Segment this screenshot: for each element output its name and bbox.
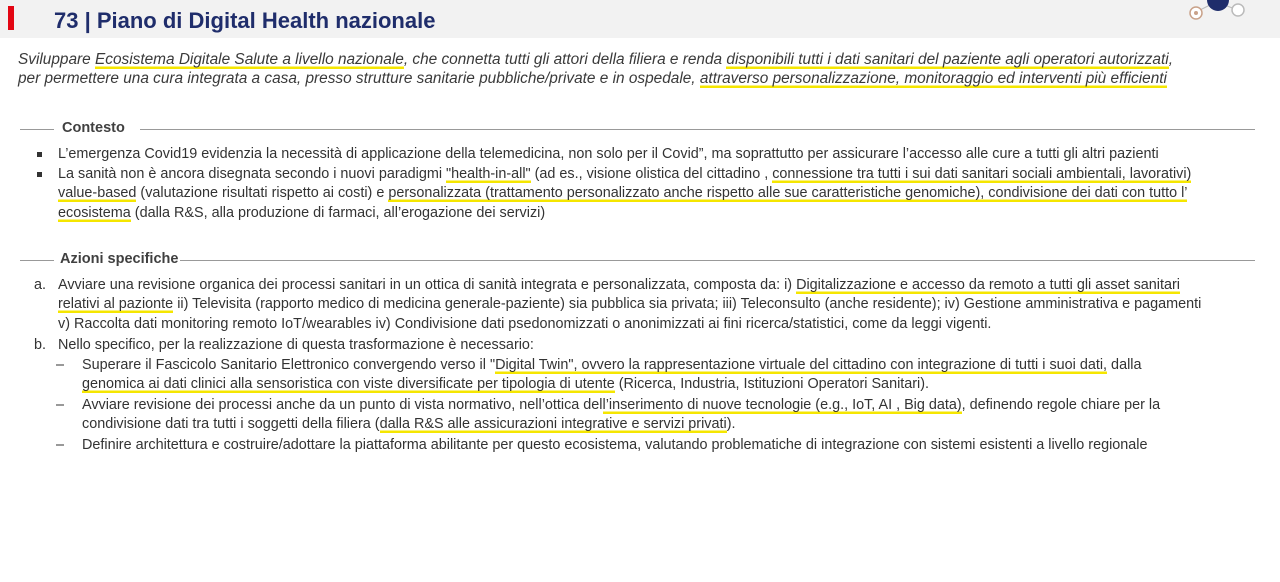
intro-text-segment: , che connetta tutti gli attori della filiera e renda xyxy=(403,51,727,68)
list-text-segment: (Ricerca, Industria, Istituzioni Operatori Sanitari). xyxy=(614,376,930,393)
list-item-line: v) Raccolta dati monitoring remoto IoT/wearables iv) Condivisione dati psedonomizzati o anonimizzati ai fini ricerca/statistici, come da leggi vigenti. xyxy=(58,315,992,332)
text-highlight: genomica ai dati clinici alla sensoristica con viste diversificate per tipologia di utente xyxy=(82,376,615,393)
section-azioni-header xyxy=(20,251,1256,271)
bullet-icon xyxy=(37,172,42,177)
text-highlight: connessione tra tutti i sui dati sanitari sociali ambientali, lavorativi) xyxy=(772,166,1192,182)
dash-marker: – xyxy=(56,397,65,413)
intro-line-1 xyxy=(18,50,1263,69)
list-text-segment: dalla xyxy=(1107,357,1142,373)
contesto-list xyxy=(34,145,1259,223)
dash-marker: – xyxy=(56,437,65,453)
list-text-segment: (valutazione risultati rispetto ai costi) e xyxy=(136,185,389,202)
intro-highlight: Ecosistema Digitale Salute a livello nazionale xyxy=(95,51,404,68)
list-item xyxy=(34,336,1264,356)
list-marker: b. xyxy=(34,337,47,353)
intro-highlight: disponibili tutti i dati sanitari del paziente agli operatori autorizzati xyxy=(726,51,1169,68)
text-highlight: Digital Twin", ovvero la rappresentazione virtuale del cittadino con integrazione di tutti i suoi dati, xyxy=(495,357,1108,373)
list-item xyxy=(34,145,1259,165)
section-heading-contesto: Contesto xyxy=(62,120,125,136)
sub-list-item xyxy=(34,396,1264,436)
list-item xyxy=(34,165,1259,223)
section-divider xyxy=(180,260,1255,261)
dash-marker: – xyxy=(56,357,65,373)
list-text-segment: (dalla R&S, alla produzione di farmaci, all’erogazione dei servizi) xyxy=(130,204,546,221)
list-text-segment: Avviare una revisione organica dei processi sanitari in un ottica di sanità integrata e personalizzata, composta da: i) xyxy=(58,277,797,293)
list-text-segment: (ad es., visione olistica del cittadino , xyxy=(530,166,773,182)
list-item-line xyxy=(58,295,1201,314)
section-divider xyxy=(20,260,54,261)
page-title: 73 | Piano di Digital Health nazionale xyxy=(54,8,436,33)
list-text-segment: La sanità non è ancora disegnata secondo i nuovi paradigmi xyxy=(58,166,447,182)
intro-text-segment: Sviluppare xyxy=(18,51,95,68)
sub-list-item xyxy=(34,356,1264,396)
text-highlight: relativi al pazionte xyxy=(58,296,174,313)
intro-line-2 xyxy=(18,69,1263,88)
intro-text-segment: , xyxy=(1168,51,1173,68)
list-item-line xyxy=(58,184,1187,203)
list-item-line xyxy=(82,415,735,434)
section-heading-azioni: Azioni specifiche xyxy=(60,251,179,267)
list-text-segment: Avviare revisione dei processi anche da un punto di vista normativo, nell’ottica del xyxy=(82,397,603,413)
text-highlight: "health-in-all" xyxy=(446,166,531,182)
accent-bar xyxy=(8,6,14,30)
intro-text-segment: per permettere una cura integrata a casa, presso strutture sanitarie pubbliche/private e in ospedale, xyxy=(18,70,700,87)
list-text-segment: ii) Televisita (rapporto medico di medicina generale-paziente) sia pubblica sia privata; iii) Teleconsulto (anche residente); iv) Gestione amministrativa e pagamenti xyxy=(173,296,1202,313)
list-item-text: Definire architettura e costruire/adottare la piattaforma abilitante per questo ecosistema, valutando problematiche di integrazione con sistemi esistenti a livello regionale xyxy=(82,437,1148,453)
azioni-list xyxy=(34,276,1264,456)
text-highlight: Digitalizzazione e accesso da remoto a tutti gli asset sanitari xyxy=(796,277,1181,293)
list-item-line xyxy=(82,356,1141,375)
list-item-text: Nello specifico, per la realizzazione di questa trasformazione è necessario: xyxy=(58,337,534,353)
text-highlight: l’inserimento di nuove tecnologie (e.g., IoT, AI , Big data) xyxy=(602,397,962,413)
sub-list-item xyxy=(34,436,1264,456)
list-item-line xyxy=(82,396,1160,415)
list-text-segment: Superare il Fascicolo Sanitario Elettronico convergendo verso il " xyxy=(82,357,496,373)
text-highlight: value-based xyxy=(58,185,137,202)
text-highlight: personalizzata (trattamento personalizzato anche rispetto alle sue caratteristiche genomiche), condivisione dei dati con tutto l’ xyxy=(388,185,1188,202)
section-divider xyxy=(140,129,1255,130)
text-highlight: ecosistema xyxy=(58,204,131,221)
section-contesto-header xyxy=(20,120,1256,140)
list-item-text: L’emergenza Covid19 evidenzia la necessità di applicazione della telemedicina, non solo per il Covid”, ma soprattutto per assicurare l’accesso alle cure a tutti gli altri pazienti xyxy=(58,146,1159,162)
list-item-line xyxy=(58,165,1191,184)
list-item xyxy=(34,276,1264,336)
list-item-line xyxy=(58,204,545,223)
list-text-segment: ). xyxy=(726,416,736,433)
list-text-segment: , definendo regole chiare per la xyxy=(961,397,1161,413)
text-highlight: dalla R&S alle assicurazioni integrative e servizi privati xyxy=(379,416,727,433)
list-marker: a. xyxy=(34,277,47,293)
network-logo-icon xyxy=(1180,0,1250,24)
bullet-icon xyxy=(37,152,42,157)
intro-highlight: attraverso personalizzazione, monitoraggio ed interventi più efficienti xyxy=(699,70,1167,87)
list-item-line xyxy=(58,276,1180,295)
list-text-segment: condivisione dati tra tutti i soggetti della filiera ( xyxy=(82,416,380,433)
intro-text xyxy=(18,50,1263,88)
list-item-line xyxy=(82,375,929,394)
section-divider xyxy=(20,129,54,130)
